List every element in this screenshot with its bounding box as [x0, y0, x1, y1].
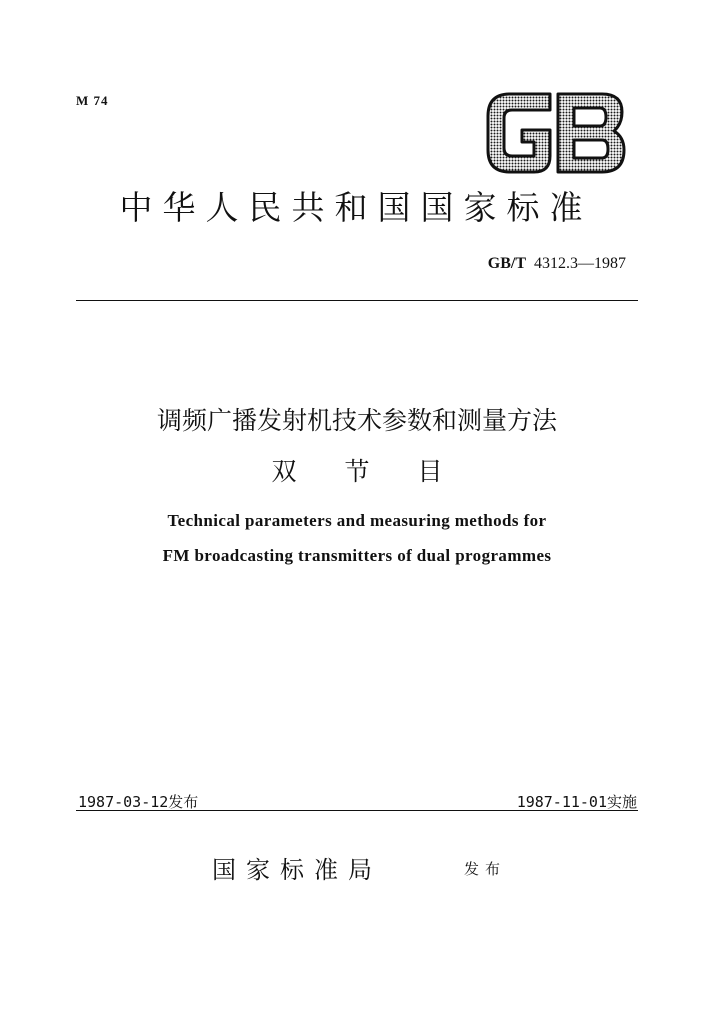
- implementation-date: 1987-11-01实施: [516, 793, 637, 811]
- standard-number-prefix: GB/T: [487, 255, 526, 272]
- standard-title: 中华人民共和国国家标准: [119, 188, 593, 227]
- standard-number: [488, 255, 626, 273]
- chinese-title-line-2: 双节目: [271, 457, 491, 486]
- english-title-line-1: Technical parameters and measuring methods for: [167, 511, 547, 530]
- publish-label: 发布: [464, 860, 507, 878]
- logo-letter-b: [558, 94, 624, 172]
- bottom-divider: [76, 810, 638, 811]
- logo-letter-g: [488, 94, 550, 172]
- top-divider: [76, 300, 638, 301]
- standard-number-value: 4312.3—1987: [534, 255, 626, 272]
- publisher-name: 国家标准局: [212, 856, 382, 884]
- gb-logo: [484, 90, 628, 176]
- english-title-line-2: FM broadcasting transmitters of dual programmes: [162, 546, 552, 565]
- chinese-title-line-1: 调频广播发射机技术参数和测量方法: [156, 406, 557, 435]
- issue-date: 1987-03-12发布: [78, 793, 199, 811]
- classification-code: M 74: [76, 93, 109, 108]
